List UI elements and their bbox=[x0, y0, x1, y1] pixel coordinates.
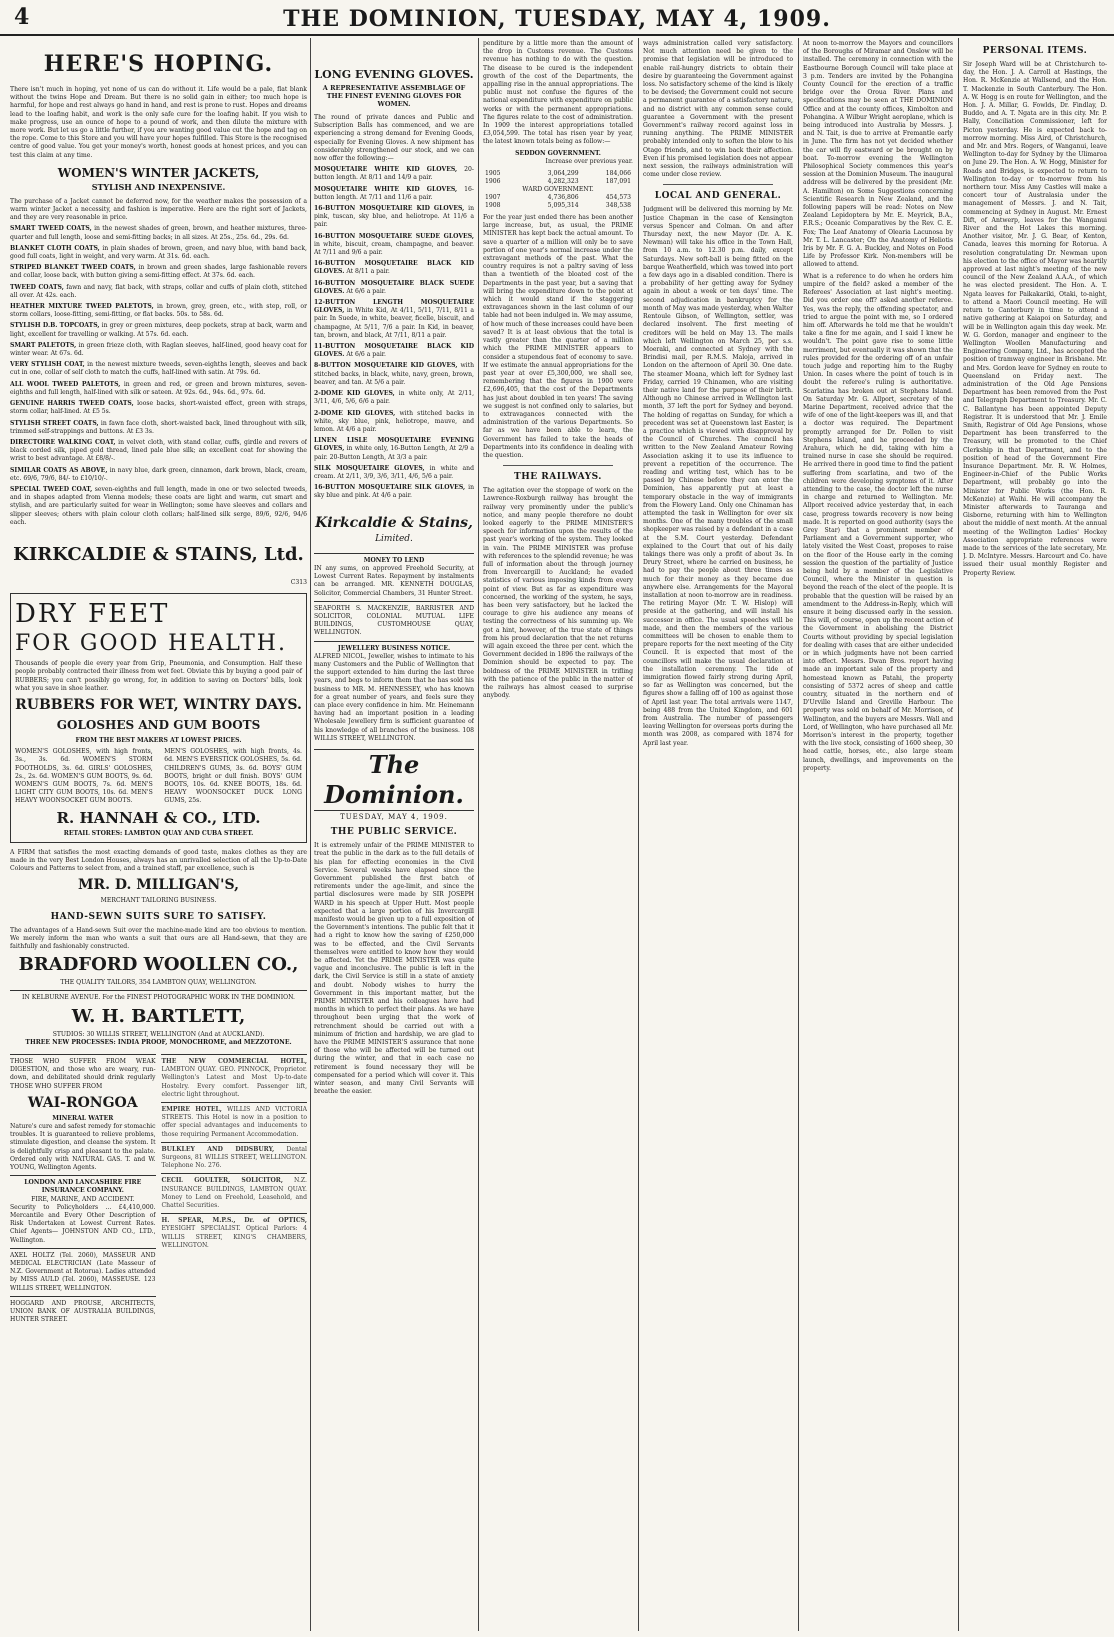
dry-feet-subtitle: FOR GOOD HEALTH. bbox=[15, 631, 287, 657]
list-item: BLANKET CLOTH COATS, in plain shades of brown, green, and navy blue, with band back, good full coats, light in weight, and very warm. At 31s. 6d. each. bbox=[10, 244, 307, 261]
kirkcaldie-ad: Kirkcaldie & Stains, bbox=[315, 514, 473, 531]
newspaper-title: THE DOMINION, TUESDAY, MAY 4, 1909. bbox=[283, 6, 831, 32]
local-general-continued-2: What is a reference to do when he orders him umpire of the field? asked a member of the Referees' Association at last night's meeting. Did you order one off? asked another referee. Yes, was the reply, the offending spectator, and tried to argue the point with me, so I ordered him off. Afterwards he told me that he wouldn't take a fine for me again, and I said I knew he wouldn't. The point gave rise to some little merriment, but eventually it was shown that the rules provided for the ordering off of an unfair touch judge and reporting him to the Rugby Union. In cases where the point of touch is in doubt the referee's ruling is authoritative. Scarlatina has broken out at Stephens Island. On Saturday Mr. G. Allport, secretary of the Marine Department, received advice that the wife of one of the light-keepers was ill, and that a doctor was required. The Department promptly arranged for Dr. Pollen to visit Stephens Island, and he proceeded by the Arahura, which he did, taking with him a trained nurse in case she should be required. He arrived there in good time to find the patient suffering from scarlatina, and two of the children were developing symptoms of it. After attending to the case, the doctor left the nurse in charge and returned to Wellington. Mr. Allport received advice yesterday that, in each case, progress towards recovery is now being made. It is reported on good authority (says the Grey Star) that a prominent member of Parliament and a Government supporter, who lately visited the West Coast, proposes to raise on the floor of the House early in the coming session the question of the partiality of Justice being held by a member of the Legislative Council, where the Minister in question is beyond the reach of the elect of the people. It is probable that the question will be raised by an amendment to the Address-in-Reply, which will ensure it being discussed early in the session. This will, of course, open up the recent action of the Government in abolishing the District Courts without providing by special legislation for dealing with cases that are either undecided or in which judgments have not been carried into effect. Messrs. Dwan Bros. report having made an important sale of the property and homestead known as Patahi, the property consisting of 5372 acres of sheep and cattle country, situated in the northern end of D'Urville Island and Greville Harbour. The property was sold on behalf of Mr. Morrison, of Wellington, and the buyers are Messrs. Wall and Lord, of Wellington, who have purchased all Mr. Morrison's interest in the property, together with the live stock, consisting of 1600 sheep, 30 head cattle, horses, etc., also large steam launch, dwellings, and improvements on the property. bbox=[803, 272, 953, 772]
column-1 bbox=[10, 40, 307, 1629]
heres-hoping-heading: HERE'S HOPING. bbox=[43, 51, 274, 77]
classified-ads: THE NEW COMMERCIAL HOTEL, LAMBTON QUAY. GEO. PINNOCK, Proprietor. Wellington's Latest and Most Up-to-date Hostelry. Every comfort. Passenger lift, electric light throughout. EMPIRE HOTEL, WILLIS AND VICTORIA STREETS. This Hotel is now in a position to offer special advantages and inducements to those requiring Permanent Accommodation. BULKLEY AND DIDSBURY, Dental Surgeons, 81 WILLIS STREET, WELLINGTON. Telephone No. 276. CECIL GOULTER, SOLICITOR, N.Z. INSURANCE BUILDINGS, LAMBTON QUAY. Money to Lend on Freehold, Leasehold, and Chattel Securities. H. SPEAR, M.P.S., Dr. of OPTICS, EYESIGHT SPECIALIST. Optical Parlors: 4 WILLIS STREET, KING'S CHAMBERS, WELLINGTON. bbox=[161, 1051, 307, 1324]
heres-hoping-intro: There isn't much in hoping, yet none of us can do without it. Life would be a pale, flat blank without the twins Hope and Dream. But there is no solid gain in either; too much hope is harmful, for hope and rest always go hand in hand, and rest is prone to rust. Hopes and dreams lead to the loafing habit, and work is the only safe cure for the loafing habit. If you wish to make progress, use an ounce of hope to a pound of work, and then dilute the mixture with more work. But let us go a little further, if you are wanting good value cut the hope and tag on the rope. Come to this Store and you will have your hopes fulfilled. This Store is the recognised centre of good value. You get your money's worth, honest goods at honest prices, and you can test this claim at any time. bbox=[10, 86, 307, 159]
hoggard-ad: HOGGARD AND PROUSE, ARCHITECTS, UNION BANK OF AUSTRALIA BUILDINGS, HUNTER STREET. bbox=[10, 1296, 156, 1325]
london-subtitle: FIRE, MARINE, AND ACCIDENT. bbox=[31, 1195, 135, 1203]
public-service-text: It is extremely unfair of the PRIME MINISTER to treat the public in the dark as to the full details of his plan for effecting economies in the Civil Service. Several weeks have elapsed since the Government published the first batch of retirements under the age-limit, and since the partial disclosures were made by SIR JOSEPH WARD in his speech at Upper Hutt. Most people expected that a large portion of his Invercargill manifesto would be given up to a full exposition of the Government's intentions. The public felt that it had a right to know how the saving of £250,000 was to be effected, and the Civil Servants themselves were entitled to know how they would be affected. Yet the PRIME MINISTER was quite vague and inconclusive. The public is left in the dark, the Civil Service is still in a state of anxiety and doubt. Nobody wishes to hurry the Government in this important matter, but the PRIME MINISTER and his colleagues have had months in which to perfect their plans. As we have throughout been urging that the work of retrenchment should be carried out with a minimum of friction and hardship, we are glad to have the PRIME MINISTER'S assurance that none of those who will be affected will be turned out during the winter, and that in each case no retirement is found necessary they will be compensated for a period which will cover it. This winter season, and many Civil Servants will breathe the easier. bbox=[314, 842, 474, 1096]
list-item: SMART PALETOTS, in green frieze cloth, with Raglan sleeves, half-lined, good heavy coat for winter wear. At 67s. 6d. bbox=[10, 341, 307, 358]
dry-feet-ad bbox=[10, 593, 307, 843]
list-item: SMART TWEED COATS, in the newest shades of green, brown, and heather mixtures, three-quarter and full length, loose and semi-fitting backs; in all sizes. At 25s., 25s. 6d., 29s. 6d. bbox=[10, 225, 307, 241]
london-text: Security to Policyholders ... £4,410,000. Mercantile and Every Other Description of Risk Undertaken at Lowest Current Rates. Chief Agents— JOHNSTON AND CO., LTD., Wellington. bbox=[10, 1203, 156, 1244]
hand-sewn-heading: HAND-SEWN SUITS SURE TO SATISFY. bbox=[50, 911, 267, 922]
column-4 bbox=[643, 40, 793, 1629]
list-item: GENUINE HARRIS TWEED COATS, loose backs, short-waisted effect, green with straps, storm collar, half-lined. At £5 5s. bbox=[10, 400, 307, 416]
list-item: SPECIAL TWEED COAT, seven-eighths and full length, made in one or two selected tweeds, and in shapes adapted from Vienna models; these coats are light and warm, cut smart and stylish, and are particularly suited for wear in Wellington; some have sleeves and collars and slipper sleeves; others with plain colour cloth collars; half-lined silk serge, 89/6, 92/6, 94/6 each. bbox=[10, 485, 307, 526]
list-item: 16-BUTTON MOSQUETAIRE SUEDE GLOVES, in white, biscuit, cream, champagne, and beaver. At 7/11 and 9/6 a pair. bbox=[314, 232, 474, 257]
list-item: 16-BUTTON MOSQUETAIRE SILK GLOVES, in sky blue and pink. At 4/6 a pair. bbox=[314, 484, 474, 500]
dominion-title: The Dominion. bbox=[314, 749, 474, 811]
divider bbox=[503, 465, 613, 466]
milligan-intro: A FIRM that satisfies the most exacting demands of good taste, makes clothes as they are made in the very Best London Houses, always has an unrivalled selection of all the Up-to-Date Colours and Patterns to select from, and a trained staff, par excellence, such is bbox=[10, 848, 307, 873]
goloshes-list-left: WOMEN'S GOLOSHES, with high fronts, 3s., 3s. 6d. WOMEN'S STORM FOOTHOLDS, 3s. 6d. GIRLS' GOLOSHES, 2s., 2s. 6d. WOMEN'S GUM BOOTS, 9s. 6d. WOMEN'S GUM BOOTS, 7s. 6d. MEN'S LIGHT CITY GUM BOOTS, 10s. 6d. MEN'S HEAVY WOONSOCKET GUM BOOTS. bbox=[15, 748, 153, 805]
hannah-subtitle: RETAIL STORES: LAMBTON QUAY AND CUBA STREET. bbox=[63, 829, 254, 837]
goloshes-list-right: MEN'S GOLOSHES, with high fronts, 4s. 6d. MEN'S EVERSTICK GOLOSHES, 5s. 6d. CHILDREN'S GUMS, 3s. 6d. BOYS' GUM BOOTS, bright or dull finish. BOYS' GUM BOOTS, 10s. 6d. KNEE BOOTS, 18s. 6d. HEAVY WOONSOCKET DUCK LONG GUMS, 25s. bbox=[164, 748, 302, 805]
column-5 bbox=[803, 40, 953, 1629]
column-3 bbox=[483, 40, 633, 1629]
money-text: IN any sums, on approved Freehold Security, at Lowest Current Rates. Repayment by instalments can be arranged. MR. KENNETH DOUGLAS, Solicitor, Commercial Chambers, 31 Hunter Street. bbox=[314, 564, 474, 597]
jackets-heading: WOMEN'S WINTER JACKETS, bbox=[57, 165, 260, 180]
money-heading: MONEY TO LEND bbox=[314, 553, 474, 565]
table-title: SEDDON GOVERNMENT. bbox=[515, 149, 601, 157]
list-item: VERY STYLISH COAT, in the newest mixture tweeds, seven-eighths length, sleeves and back cut in one, collar of self cloth to match the cuffs, half-lined with satin. At 79s. 6d. bbox=[10, 361, 307, 377]
list-item: MOSQUETAIRE WHITE KID GLOVES, 20-button length. At 8/11 and 14/9 a pair. bbox=[314, 166, 474, 182]
wai-rongoa-pre: THOSE WHO SUFFER FROM WEAK DIGESTION, and those who are weary, run-down, and debilitated should drink regularly THOSE WHO SUFFER FROM bbox=[10, 1054, 156, 1091]
local-general-continued: At noon to-morrow the Mayors and councillors of the Boroughs of Miramar and Onslow will be installed. The ceremony in connection with the Eastbourne Borough Council will take place at 3 p.m. Tenders are invited by the Pohangina County Council for the erection of a traffic bridge over the Oroua River. Plans and specifications may be seen at THE DOMINION Office and at the county offices, Kimbolton and Pohangina. A Wilbur Wright aeroplane, which is being introduced into Australia by Messrs. J. and N. Tait, is due to arrive at Fremantle early in June. The firm has not yet decided whether the car will fly eastward or be brought on by boat. To-morrow evening the Wellington Philosophical Society commences this year's session at the Dominion Museum. The inaugural address will be delivered by the president (Mr. A. Hamilton) on Some Suggestions concerning Scientific Research in New Zealand, and the following papers will be read: Notes on New Zealand Lepidoptera by Mr. E. Meyrick, B.A., F.R.S.; Oceanic Comparatives by the Rev. C. E. Fox; The Leaf Anatomy of Olearia Lacunosa by Mr. T. L. Lancaster; On the Anatomy of Heliotis Iris by Mr. F. G. A. Buckley, and Notes on Food Life by Professor Kirk. Non-members will be allowed to attend. bbox=[803, 40, 953, 269]
list-item: HEATHER MIXTURE TWEED PALETOTS, in brown, grey, green, etc., with step, roll, or storm collars, loose-fitting, semi-fitting, or flat backs. 50s. to 58s. 6d. bbox=[10, 303, 307, 319]
kirkcaldie-ad: KIRKCALDIE & STAINS, Ltd. bbox=[13, 543, 304, 565]
jewellery-text: ALFRED NICOL, Jeweller, wishes to intimate to his many Customers and the Public of Wellington that the support extended to him during the last three years, and begs to inform them that he has sold his business to MR. M. HENNESSEY, who has known for a great number of years, and feels sure they can place every confidence in him. Mr. Heinemann having had an important position in a leading Wholesale Jewellery firm is sufficient guarantee of his knowledge of all branches of the business. 108 WILLIS STREET, WELLINGTON. bbox=[314, 652, 474, 742]
list-item: 2-DOME KID GLOVES, in white only, At 2/11, 3/11, 4/6, 5/6, 6/6 a pair. bbox=[314, 390, 474, 406]
holtz-ad: AXEL HOLTZ (Tel. 2060), MASSEUR AND MEDICAL ELECTRICIAN (Late Masseur of N.Z. Government at Rotorua). Ladies attended by MISS AULD (Tel. 2060), MASSEUSE. 123 WILLIS STREET, WELLINGTON. bbox=[10, 1248, 156, 1293]
bradford-text: The advantages of a Hand-sewn Suit over the machine-made kind are too obvious to mention. We merely inform the man who wants a suit that ours are all Hand-sewn, that they are faithfully and fashionably constructed. bbox=[10, 926, 307, 950]
table-row: 1906 4,282,323 187,091 bbox=[485, 178, 631, 186]
editorial-continued-2: For the year just ended there has been another large increase, but, as usual, the PRIME MINISTER has kept back the actual amount. To save a quarter of a million will only be to save portion of one year's normal increase under the extravagant methods of the past. What the country requires is not a paltry saving of less than a twentieth of the bloated cost of the Departments in the past year, but a saving that will bring the expenditure down to the point at which it would stand if the staggering extravagances shown in the last column of our table had not been indulged in. We may assume, of how much of these increases could have been saved? It is at least obvious that the total is vastly greater than the quarter of a million which the PRIME MINISTER appears to consider a stupendous feat of economy to save. If we estimate the annual appropriations for the past year at over £5,300,000, we shall see, remembering that the figures in 1900 were £2,696,405, that the cost of the Departments has just about doubled in ten years! The saving we suggest is not confined only to salaries, but to extravagances connected with the administration of the various Departments. So far as we have been able to learn, the Government has failed to take the heads of Departments into its confidence in dealing with the question. bbox=[483, 214, 633, 459]
list-item: 16-BUTTON MOSQUETAIRE BLACK SUEDE GLOVES. At 6/6 a pair. bbox=[314, 279, 474, 295]
column-2 bbox=[314, 40, 474, 1629]
column-rule bbox=[798, 38, 799, 1631]
gloves-intro: The round of private dances and Public and Subscription Balls has commenced, and we are experiencing a strong demand for Evening Goods, especially for Evening Gloves. A new shipment has considerably strengthened our stock, and we can now offer the following:— bbox=[314, 114, 474, 163]
dry-feet-text: Thousands of people die every year from Grip, Pneumonia, and Consumption. Half these people probably contracted their illness from wet feet. Obviate this by buying a good pair of RUBBERS; you can't possibly go wrong, for, in addition to saving on Doctors' bills, look what you save in shoe leather. bbox=[15, 660, 302, 692]
table-row: 1907 4,736,806 454,573 bbox=[485, 194, 631, 202]
bradford-title: BRADFORD WOOLLEN CO., bbox=[18, 954, 299, 976]
jewellery-heading: JEWELLERY BUSINESS NOTICE. bbox=[314, 641, 474, 653]
bradford-subtitle: THE QUALITY TAILORS, 354 LAMBTON QUAY, WELLINGTON. bbox=[60, 979, 257, 987]
jackets-subheading: STYLISH AND INEXPENSIVE. bbox=[91, 181, 226, 192]
list-item: STYLISH STREET COATS, in fawn face cloth, short-waisted back, lined throughout with silk, trimmed self-strappings and buttons. At £3 3s. bbox=[10, 419, 307, 435]
page-number: 4 bbox=[14, 4, 30, 30]
dominion-date: TUESDAY, MAY 4, 1909. bbox=[340, 813, 448, 821]
railways-text: The agitation over the stoppage of work on the Lawrence-Roxburgh railway has brought the railway very prominently under the public's notice, and many people therefore no doubt looked eagerly to the PRIME MINISTER'S speech for information upon the results of the past year's working of the system. They looked in vain. The PRIME MINISTER was profuse with references to the splendid revenue; he was full of information about the through journey from Invercargill to Auckland; he evaded statistics of various imposing kinds from every point of view. But as far as expenditure was concerned, the working of the system, he says, has been very satisfactory, but he lacked the courage to give his audience any means of testing the correctness of his summing up. We got a hint, however, of the true state of things from his proud declaration that the net returns will again exceed the three per cent. which the Government decided in 1896 the railways of the Dominion should be expected to pay. The boldness of the PRIME MINISTER in trifling with the patience of the public in the matter of the railways has almost ceased to surprise anybody. bbox=[483, 487, 633, 700]
milligan-title: MR. D. MILLIGAN'S, bbox=[78, 877, 239, 894]
personal-items-text: Sir Joseph Ward will be at Christchurch to-day, the Hon. J. A. Carroll at Hastings, the Hon. R. McKenzie at Wallsend, and the Hon. T. Mackenzie in South Canterbury. The Hon. A. W. Hogg is en route for Wellington, and the Hon. J. A. Millar, G. Fowlds, Dr. Findlay, D. Buddo, and A. T. Ngata are in this city. Mr. P. Hally, Conciliation Commissioner, left for Picton yesterday. He is expected back to-morrow morning. Miss Aird, of Christchurch, and Mr. and Mrs. Rogers, of Wanganui, leave Wellington to-day for Sydney by the Ulimaroa on June 29. The Hon. A. W. Hogg, Minister for Roads and Bridges, is expected to return to Wellington to-day or to-morrow from his northern tour. Miss Amy Castles will make a concert tour of Australasia under the management of Messrs. J. and N. Tait, commencing at Sydney in August. Mr. Ernest Dift, of Antwerp, leaves for the Wanganui River and the Hot Lakes this morning. Another visitor, Mr. J. G. Bear, of Kenton, Canada, leaves this morning for Rotorua. A resolution congratulating Dr. Newman upon his election to the office of Mayor was heartily approved at last night's meeting of the new council of the New Zealand A.A.A., of which he was elected president. The Hon. A. T. Ngata leaves for Paikakariki, Otaki, to-night, to attend a Maori Council meeting. He will return to Canterbury in time to attend a native gathering at Kaiapoi on Saturday, and will be in Wellington again this day week. Mr. W. G. Gordon, manager and engineer to the Wellington Woollen Manufacturing and Engineering Company, Ltd., has accepted the position of tramway engineer in Brisbane. Mr. and Mrs. Gordon leave for Sydney en route to Queensland on Friday next. The administration of the Old Age Pensions Department has been removed from the Post and Telegraph Department to Treasury. Mr. C. C. Ballantyne has been appointed Deputy Registrar. It is understood that Mr. J. Emile Smith, Registrar of Old Age Pensions, whose Department has been transferred to the Treasury, will be promoted to the Chief Clerkship in that Department, and to the position of head of the Government Fire Insurance Department. Mr. R. W. Holmes, Engineer-in-Chief of the Public Works Department, will probably go into the Minister for Public Works (the Hon. R. McKenzie) at Waihi. He will accompany the Minister afterwards to Tauranga and Gisborne, returning with him to Wellington about the middle of next month. At the annual meeting of the Wellington Ladies' Hockey Association appropriate references were made to the services of the late secretary, Mr. J. D. McIntyre. Messrs. Harcourt and Co. have issued their usual monthly Register and Property Review. bbox=[963, 61, 1107, 577]
bartlett-pre: IN KELBURNE AVENUE. For the FINEST PHOTOGRAPHIC WORK IN THE DOMINION. bbox=[10, 990, 307, 1002]
list-item: SIMILAR COATS AS ABOVE, in navy blue, dark green, cinnamon, dark brown, black, cream, etc. 69/6, 79/6, 84/- to £10/10/-. bbox=[10, 466, 307, 482]
list-item: 12-BUTTON LENGTH MOSQUETAIRE GLOVES, in White Kid, At 4/11, 5/11, 7/11, 8/11 a pair. In Suede, in white, beaver, ficelle, biscuit, and champagne, At 5/11, 7/6 a pair. In Kid, in beaver, tan, brown, and black, At 7/11, 8/11 a pair. bbox=[314, 299, 474, 339]
bartlett-processes: THREE NEW PROCESSES: INDIA PROOF, MONOCHROME, and MEZZOTONE. bbox=[25, 1038, 292, 1046]
local-general-heading: LOCAL AND GENERAL. bbox=[654, 191, 782, 202]
local-general-text: Judgment will be delivered this morning by Mr. Justice Chapman in the case of Kensington versus Spencer and Colman. On and after Thursday next, the new Mayor (Dr. A. K. Newman) will take his office in the Town Hall, from 10 a.m. to 12.30 p.m. daily, except Saturdays. New soft-ball is being fitted on the barque Weatherfield, which was towed into port a few days ago in a disabled condition. There is a probability of her getting away for Sydney again in about a week or ten days' time. The second adjudication in bankruptcy for the month of May was made yesterday, when Walter Rentoule Gibson, of Wellington, settler, was declared insolvent. The first meeting of creditors will be held on May 13. The mails which left Wellington on March 25, per s.s. Moeraki, and connected at Sydney with the Brindisi mail, per R.M.S. Maloja, arrived in London on the afternoon of April 30. One date. The steamer Moana, which left for Sydney last Friday, carried 19 Chinamen, who are visiting their native land for the purpose of their birth. Although no Chinese arrived in Wellington last month, 37 left the port for Sydney and beyond. The holding of regattas on Sunday, for which a precedent was set at Queenstown last Easter, is a practice which is viewed with disapproval by the Council of Churches. The council has written to the New Zealand Amateur Rowing Association asking it to use its influence to prevent a repetition of the occurrence. The reading and writing test, which has to be passed by Chinese before they can enter the Dominion, has apparently put at least a temporary obstacle in the way of immigrants from the Flowery Land. Only one Chinaman has attempted the task in Wellington for over six months. One of the many troubles of the small shopkeeper was raised by a defendant in a case at the S.M. Court yesterday. Defendant explained to the Court that out of his daily takings there was only a profit of about 3s. In Drury Street, where he carried on business, he had to pay the people about three times as much for their money as they became due anywhere else. Arrangements for the Mayoral installation at noon to-morrow are in readiness. The retiring Mayor (Mr. T. W. Hislop) will preside at the gathering, and will install his successor in office. The usual speeches will be made, and then the members of the various committees will be chosen to enable them to prepare reports for the next meeting of the City Council. It is expected that most of the councillors will make the usual declaration at the installation ceremony. The tide of immigration flowed fairly strong during April, so far as Wellington was concerned, but the figures show a falling off of 100 as against those of April last year. The total arrivals were 1147, being 488 from the United Kingdom, and 601 from Australia. The number of passengers leaving Wellington for overseas ports during the month was 2008, as compared with 1874 for April last year. bbox=[643, 206, 793, 747]
editorial-continued: penditure by a little more than the amount of the drop in Customs revenue. The Customs revenue has nothing to do with the question. The disease to be cured is the independent growth of the cost of the Departments, the appalling rise in the annual appropriations. The public must not confuse the figures of the national expenditure with expenditure on public works or with the permanent appropriations. The figures relate to the cost of administration. In 1909 the interest appropriations totalled £3,054,599. The total has risen year by year, the latest known totals being as follow:— bbox=[483, 40, 633, 146]
london-title: LONDON AND LANCASHIRE FIRE INSURANCE COMPANY. bbox=[10, 1175, 156, 1195]
dry-feet-title: DRY FEET bbox=[15, 599, 170, 630]
column-6 bbox=[963, 40, 1107, 1629]
goloshes-title: GOLOSHES AND GUM BOOTS bbox=[56, 717, 261, 732]
list-item: 16-BUTTON MOSQUETAIRE KID GLOVES, in pink, tuscan, sky blue, and heliotrope. At 11/6 a pair. bbox=[314, 205, 474, 229]
milligan-subtitle: MERCHANT TAILORING BUSINESS. bbox=[100, 897, 217, 905]
railways-heading: THE RAILWAYS. bbox=[514, 472, 602, 483]
railways-continued: ways administration called very satisfactory. Not much attention need be given to the promise that legislation will be introduced to enable rail-hungry districts to obtain their desire by guaranteeing the Government against loss. No satisfactory scheme of the kind is likely to be devised; the Government could not secure a permanent guarantee of a satisfactory nature, and no district with any common sense could guarantee a Government with the present Government's railway record against loss in running anything. The PRIME MINISTER probably intended only to soften the blow to his Otago friends, and to win back their affection. Even if his promised legislation does not appear next session, the railways administration will come under close review. bbox=[643, 40, 793, 179]
jackets-intro: The purchase of a Jacket cannot be deferred now, for the weather makes the possession of a warm winter Jacket a necessity, and fashion is imperative. Here are the right sort of Jackets, and they are very reasonable in price. bbox=[10, 197, 307, 222]
column-rule bbox=[638, 38, 639, 1631]
appropriations-table bbox=[483, 170, 633, 210]
kirkcaldie-sub: Limited. bbox=[375, 533, 413, 544]
table-subtitle: WARD GOVERNMENT. bbox=[522, 186, 594, 194]
list-item: LINEN LISLE MOSQUETAIRE EVENING GLOVES, in white only, 16-Button Length, At 2/9 a pair. 20-Button Length, At 3/3 a pair. bbox=[314, 437, 474, 461]
table-row: 1905 3,064,299 184,066 bbox=[485, 170, 631, 178]
divider bbox=[663, 184, 773, 185]
personal-items-heading: PERSONAL ITEMS. bbox=[982, 46, 1088, 56]
seaforth-ad: SEAFORTH S. MACKENZIE, BARRISTER AND SOLICITOR, COLONIAL MUTUAL LIFE BUILDINGS, CUSTOMHOUSE QUAY, WELLINGTON. bbox=[314, 601, 474, 638]
list-item: 11-BUTTON MOSQUETAIRE BLACK KID GLOVES. At 6/6 a pair. bbox=[314, 343, 474, 359]
gloves-subheading: A REPRESENTATIVE ASSEMBLAGE OF THE FINEST EVENING GLOVES FOR WOMEN. bbox=[322, 84, 466, 108]
rubbers-title: RUBBERS FOR WET, WINTRY DAYS. bbox=[15, 696, 302, 713]
list-item: 8-BUTTON MOSQUETAIRE KID GLOVES, with stitched backs, in black, white, navy, green, brown, beaver, and tan. At 5/6 a pair. bbox=[314, 362, 474, 386]
ad-code: C313 bbox=[290, 578, 307, 586]
table-row: 1908 5,095,314 348,538 bbox=[485, 202, 631, 210]
list-item: DIRECTOIRE WALKING COAT, in velvet cloth, with stand collar, cuffs, girdle and revers of black corded silk, piped gold thread, lined pale blue silk; an excellent coat for showing the wrist to best advantage. At £8/8/-. bbox=[10, 438, 307, 463]
goloshes-subtitle: FROM THE BEST MAKERS AT LOWEST PRICES. bbox=[75, 736, 242, 744]
masthead bbox=[0, 0, 1114, 36]
list-item: SILK MOSQUETAIRE GLOVES, in white and cream. At 2/11, 3/9, 3/6, 3/11, 4/6, 5/6 a pair. bbox=[314, 464, 474, 480]
wai-rongoa-text: Nature's cure and safest remedy for stomachic troubles. It is guaranteed to relieve problems, stimulate digestion, and cleanse the system. It is delightfully crisp and pleasant to the palate. Ordered only with NATURAL GAS. T. and W. YOUNG, Wellington Agents. bbox=[10, 1123, 156, 1172]
list-item: 2-DOME KID GLOVES, with stitched backs in white, sky blue, pink, heliotrope, mauve, and lemon. At 4/6 a pair. bbox=[314, 409, 474, 433]
list-item: STYLISH D.B. TOPCOATS, in grey or green mixtures, deep pockets, strap at back, warm and light, excellent for travelling or walking. At 57s. 6d. each. bbox=[10, 322, 307, 338]
public-service-heading: THE PUBLIC SERVICE. bbox=[330, 827, 458, 838]
column-rule bbox=[958, 38, 959, 1631]
column-rule bbox=[478, 38, 479, 1631]
wai-rongoa-subtitle: MINERAL WATER bbox=[52, 1114, 114, 1122]
column-rule bbox=[310, 38, 311, 1631]
gloves-heading: LONG EVENING GLOVES. bbox=[314, 68, 474, 81]
hannah-title: R. HANNAH & CO., LTD. bbox=[56, 808, 261, 827]
wai-rongoa-title: WAI-RONGOA bbox=[27, 1094, 138, 1111]
bartlett-title: W. H. BARTLETT, bbox=[71, 1005, 246, 1027]
list-item: ALL WOOL TWEED PALETOTS, in green and red, or green and brown mixtures, seven-eighths and full length, half-lined with silk or sateen. At 92s. 6d., 94s. 6d., 97s. 6d. bbox=[10, 380, 307, 396]
bartlett-address: STUDIOS: 30 WILLIS STREET, WELLINGTON (And at AUCKLAND). bbox=[52, 1030, 265, 1038]
list-item: STRIPED BLANKET TWEED COATS, in brown and green shades, large fashionable revers and collar, loose back, with button giving a semi-fitting effect. At 37s. 6d. each. bbox=[10, 264, 307, 280]
list-item: TWEED COATS, fawn and navy, flat back, with straps, collar and cuffs of plain cloth, stitched all over. At 42s. each. bbox=[10, 283, 307, 299]
list-item: 16-BUTTON MOSQUETAIRE BLACK KID GLOVES. At 8/11 a pair. bbox=[314, 260, 474, 276]
table-header: Increase over previous year. bbox=[545, 157, 633, 165]
list-item: MOSQUETAIRE WHITE KID GLOVES, 16-button length. At 7/11 and 11/6 a pair. bbox=[314, 185, 474, 201]
